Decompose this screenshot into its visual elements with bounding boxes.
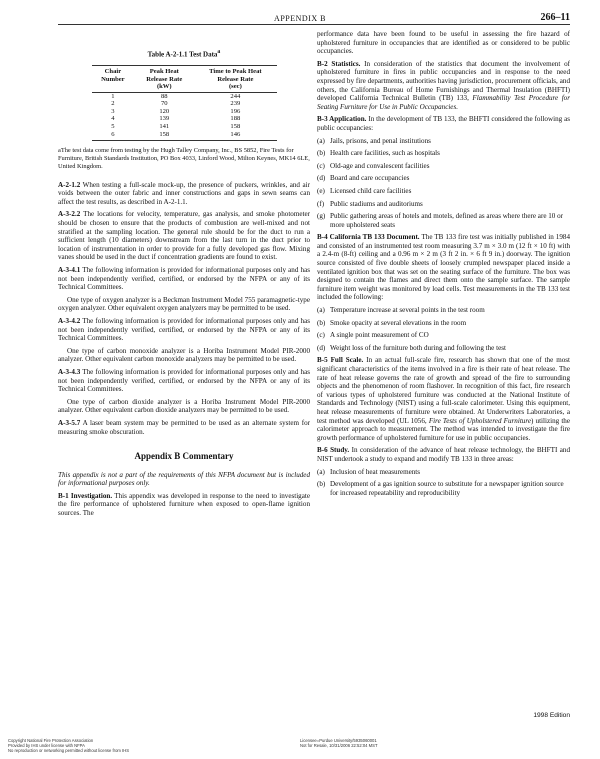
footer-licensee: Licensee=Purdue University/5935060001 Not for Resale, 10/31/2006 22:52:04 MST — [300, 738, 378, 749]
para-a-3-2-2: A-3-2.2 The locations for velocity, temperature, gas analysis, and smoke photometer should be chosen to ensure that the products of combustion are well-mixed and not stratified at the sampling location. The general rule should be for the duct to run a sufficient length (10 diameters) downstream from the last turn in the duct prior to location of instrumentation in order to provide for a fully developed gas flow. Mixing vanes should be used in the duct if concentration gradients are found to exist. — [58, 210, 310, 262]
header-rule — [58, 24, 570, 25]
para-a-2-1-2: A-2-1.2 When testing a full-scale mock-up, the presence of puckers, wrinkles, and air voids between the outer fabric and inner constructions and gaps in sewn seams can affect the test results, as described in A-2-1.1. — [58, 180, 310, 206]
list-item: (a) Inclusion of heat measurements — [317, 467, 421, 476]
b6-list — [317, 468, 570, 498]
table-row: 1 88 244 — [111, 92, 241, 100]
para-b-4: B-4 California TB 133 Document. The TB 133 fire test was initially published in 1984 and consisted of an instrumented test room measuring 3.7 m × 3.0 m (12 ft × 10 ft) with a 2.4-m (8-ft) ceiling and a 0.96 m × 2 m (3 ft 2 in. × 6 ft 9 in.) doorway. The ignition source consisted of five double sheets of loosely crumpled newspaper placed inside a ventilated ignition box that was set on the seating surface of the furniture. The box was designed to contain the flames and direct them onto the sample surface. The sample furniture item weight was monitored by load cells. Test measurements in the TB 133 test included the following: — [317, 233, 570, 302]
para-b-5: B-5 Full Scale. In an actual full-scale fire, research has shown that one of the most significant characteristics of the items involved in a fire is their rate of heat release. The rate of heat release governs the rate of growth and spread of the fire to surrounding objects and the phenomenon of room flashover. In recognition of this fact, fire research of various types of upholstered furniture was conducted at the National Institute of Standards and Technology (NIST) using a full-scale calorimeter. Using this equipment, heat release measurements of furniture were obtained. At Underwriters Laboratories, a test method was developed (UL 1056, Fire Tests of Upholstered Furniture) utilizing the calorimeter approach to measurement. The method was intended to investigate the fire growth performance of upholstered furniture for use in public occupancies. — [317, 356, 570, 442]
table-row: 2 70 239 — [111, 100, 241, 108]
table-row: 4 139 188 — [111, 115, 241, 123]
table-footnote: aThe test data come from testing by the Hugh Talley Company, Inc., BS 5852, Fire Tests for Furniture, British Standards Institution, PO Box 4033, Linford Wood, Milton Keynes, MK14 6LE, United Kingdom. — [58, 147, 310, 170]
list-item: (d) Weight loss of the furniture both during and following the test — [317, 343, 506, 352]
table-row: 6 158 146 — [92, 131, 277, 141]
table-head-row: Chair Peak Heat Time to Peak Heat — [92, 65, 277, 75]
table-head-row: (kW) (sec) — [92, 83, 277, 92]
commentary-note: This appendix is not a part of the requirements of this NFPA document but is included for informational purposes only. — [58, 470, 310, 488]
list-item: (b) Development of a gas ignition source to substitute for a newspaper ignition source for increased repeatability and reproducibility — [317, 480, 564, 497]
commentary-heading: Appendix B Commentary — [134, 451, 234, 462]
list-item: (d) Board and care occupancies — [317, 174, 410, 183]
para-a-3-4-2: A-3-4.2 The following information is provided for informational purposes only and has not been independently verified, certified, or endorsed by the NFPA or any of its Technical Committees. — [58, 316, 310, 343]
list-item: (e) Licensed child care facilities — [317, 186, 412, 195]
right-column — [317, 30, 570, 501]
para-b-6: B-6 Study. In consideration of the advance of heat release technology, the BHFTI and NIST undertook a study to expand and modify TB 133 in three areas: — [317, 446, 570, 463]
para-a-3-5-7: A-3-5.7 A laser beam system may be permitted to be used as an alternate system for measuring smoke obscuration. — [58, 418, 310, 436]
footer-copyright: Copyright National Fire Protection Association Provided by IHS under license with NFPA No reproduction or networking permitted without license from IHS — [8, 738, 130, 754]
list-item: (g) Public gathering areas of hotels and motels, defined as areas where there are 10 or more upholstered seats — [317, 212, 564, 229]
list-item: (b) Smoke opacity at several elevations in the room — [317, 318, 467, 327]
list-item: (a) Temperature increase at several points in the test room — [317, 306, 485, 315]
left-column — [58, 30, 310, 522]
para-a-3-4-3-co2: One type of carbon dioxide analyzer is a Horiba Instrument Model PIR-2000 analyzer. Other equivalent carbon dioxide analyzers may be permitted to be used. — [58, 397, 310, 415]
list-item: (c) Old-age and convalescent facilities — [317, 161, 430, 170]
table-row: 5 141 158 — [111, 123, 241, 131]
para-b-3: B-3 Application. In the development of TB 133, the BHFTI considered the following as public occupancies: — [317, 115, 570, 132]
b3-list — [317, 137, 570, 230]
para-a-3-4-1-oxygen: One type of oxygen analyzer is a Beckman Instrument Model 755 paramagnetic-type oxygen analyzer. Other equivalent oxygen analyzers may be permitted to be used. — [58, 295, 310, 313]
table-row: 3 120 196 — [111, 107, 241, 115]
para-b-2: B-2 Statistics. In consideration of the statistics that document the involvement of upholstered furniture in fires in public occupancies and in response to the need expressed by fire departments, authorities having jurisdiction, procurement officials, and others, the California Bureau of Home Furnishings and Thermal Insulation (BHFTI) developed California Technical Bulletin (TB) 133, Flammability Test Procedure for Seating Furniture for Use in Public Occupancies. — [317, 59, 570, 111]
para-a-3-4-3: A-3-4.3 The following information is provided for informational purposes only and has not been independently verified, certified, or endorsed by the NFPA or any of its Technical Committees. — [58, 367, 310, 394]
table-head-row: Number Release Rate Release Rate — [101, 75, 254, 83]
para-b-1: B-1 Investigation. This appendix was developed in response to the need to investigate the fire performance of upholstered furniture when exposed to open-flame ignition sources. The — [58, 491, 310, 518]
edition-label: 1998 Edition — [533, 712, 570, 719]
list-item: (a) Jails, prisons, and penal institutions — [317, 136, 431, 145]
test-data-table — [92, 65, 277, 141]
running-header: APPENDIX B — [274, 14, 326, 23]
para-a-3-4-1: A-3-4.1 The following information is provided for informational purposes only and has not been independently verified, certified, or endorsed by the NFPA or any of its Technical Committees. — [58, 266, 310, 292]
list-item: (b) Health care facilities, such as hospitals — [317, 149, 440, 158]
b4-list — [317, 306, 570, 352]
page-number: 266–11 — [540, 12, 570, 23]
list-item: (c) A single point measurement of CO — [317, 331, 429, 340]
para-b-1-cont: performance data have been found to be useful in assessing the fire hazard of upholstered furniture in occupancies that are identified as or considered to be public occupancies. — [317, 30, 570, 56]
list-item: (f) Public stadiums and auditoriums — [317, 199, 423, 208]
para-a-3-4-2-co: One type of carbon monoxide analyzer is a Horiba Instrument Model PIR-2000 analyzer. Other equivalent carbon monoxide analyzers may be permitted to be used. — [58, 346, 310, 364]
table-caption: Table A-2-1.1 Test Data$^a$ — [147, 49, 221, 59]
